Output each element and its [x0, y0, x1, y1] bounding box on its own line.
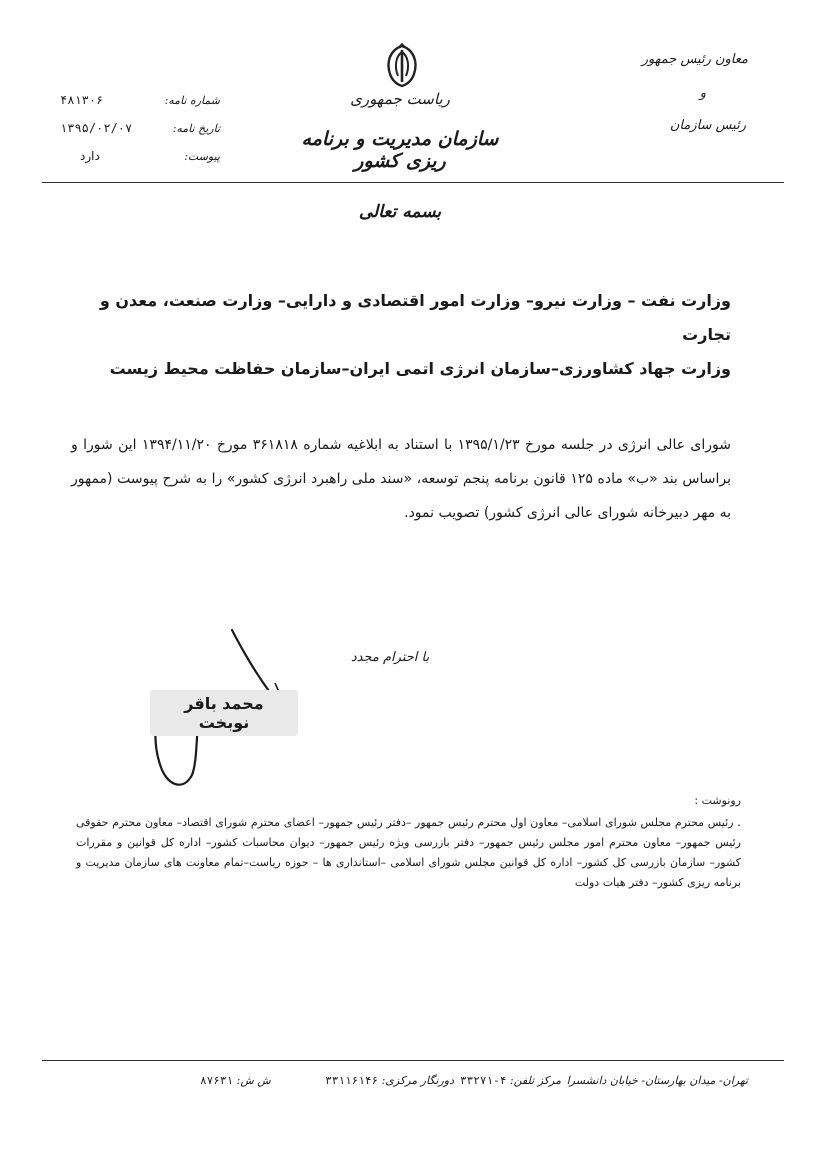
sender-title-line1: معاون رئیس جمهور [641, 52, 748, 67]
id-label: ش ش: [236, 1074, 271, 1087]
meta-label: پیوست: [184, 149, 220, 163]
header-divider [42, 182, 784, 183]
bismillah: بسمه تعالی [358, 202, 442, 222]
id-number: ۸۷۶۳۱ [200, 1074, 234, 1087]
sender-title-line2: رئیس سازمان [669, 118, 746, 133]
org-name: سازمان مدیریت و برنامه ریزی کشور [301, 128, 499, 172]
cc-title: رونوشت : [694, 794, 741, 807]
recipients-line2: وزارت جهاد کشاورزی–سازمان انرژی اتمی ایران–سازمان حفاظت محیط زیست [109, 359, 731, 378]
signer-name: محمد باقر نوبخت [150, 690, 298, 736]
cc-bullet: . [737, 815, 741, 829]
recipients-line1: وزارت نفت – وزارت نیرو– وزارت امور اقتصادی و دارایی– وزارت صنعت، معدن و تجارت [99, 291, 731, 344]
iran-emblem-icon [380, 42, 424, 88]
phone-label: مرکز تلفن: [509, 1074, 561, 1087]
letter-number: ۴۸۱۳۰۶ [60, 93, 104, 107]
meta-row-number [60, 86, 220, 114]
recipients [91, 284, 731, 386]
meta-label: تاریخ نامه: [172, 121, 220, 135]
footer-divider [42, 1060, 784, 1061]
letter-meta [60, 86, 220, 170]
phone-number: ۴-۳۳۲۷۱ [460, 1074, 507, 1087]
cc-text: رئیس محترم مجلس شورای اسلامی– معاون اول محترم رئیس جمهور –دفتر رئیس جمهور– اعضای محترم شورای اقتصاد– معاون محترم حقوقی رئیس جمهور– معاون محترم امور مجلس رئیس جمهور– دفتر بازرسی ویژه رئیس جمهور– دیوان محاسبات کشور– اداره کل قوانین و مقررات کشور– سازمان بازرسی کل کشور– اداره کل قوانین مجلس شورای اسلامی –استانداری ها – حوزه ریاست–تمام معاونت های سازمان مدیریت و برنامه ریزی کشور– دفتر هیات دولت [76, 816, 741, 889]
meta-row-date [60, 114, 220, 142]
footer-address: تهران- میدان بهارستان- خیابان دانشسرا [566, 1074, 748, 1087]
footer-fax [325, 1074, 454, 1087]
meta-row-attachment [60, 142, 220, 170]
cc-list [76, 812, 741, 893]
closing-phrase: با احترام مجدد [350, 650, 430, 665]
attachment-value: دارد [80, 149, 100, 163]
org-subtitle: ریاست جمهوری [350, 90, 450, 108]
footer-id [200, 1074, 271, 1087]
fax-label: دورنگار مرکزی: [381, 1074, 454, 1087]
letter-date: ۱۳۹۵/۰۲/۰۷ [60, 121, 133, 135]
letter-body: شورای عالی انرژی در جلسه مورخ ۱۳۹۵/۱/۲۳ با استناد به ابلاغیه شماره ۳۶۱۸۱۸ مورخ ۱۳۹۴/۱۱/۲۰ این شورا و براساس بند «ب» ماده ۱۲۵ قانون برنامه پنجم توسعه، «سند ملی راهبرد انرژی کشور» را به شرح پیوست (ممهور به مهر دبیرخانه شورای عالی انرژی کشور) تصویب نمود. [71, 437, 732, 521]
sender-title-conj: و [699, 86, 706, 101]
fax-number: ۳۳۱۱۶۱۴۶ [325, 1074, 379, 1087]
footer-phone [460, 1074, 561, 1087]
meta-label: شماره نامه: [164, 93, 220, 107]
